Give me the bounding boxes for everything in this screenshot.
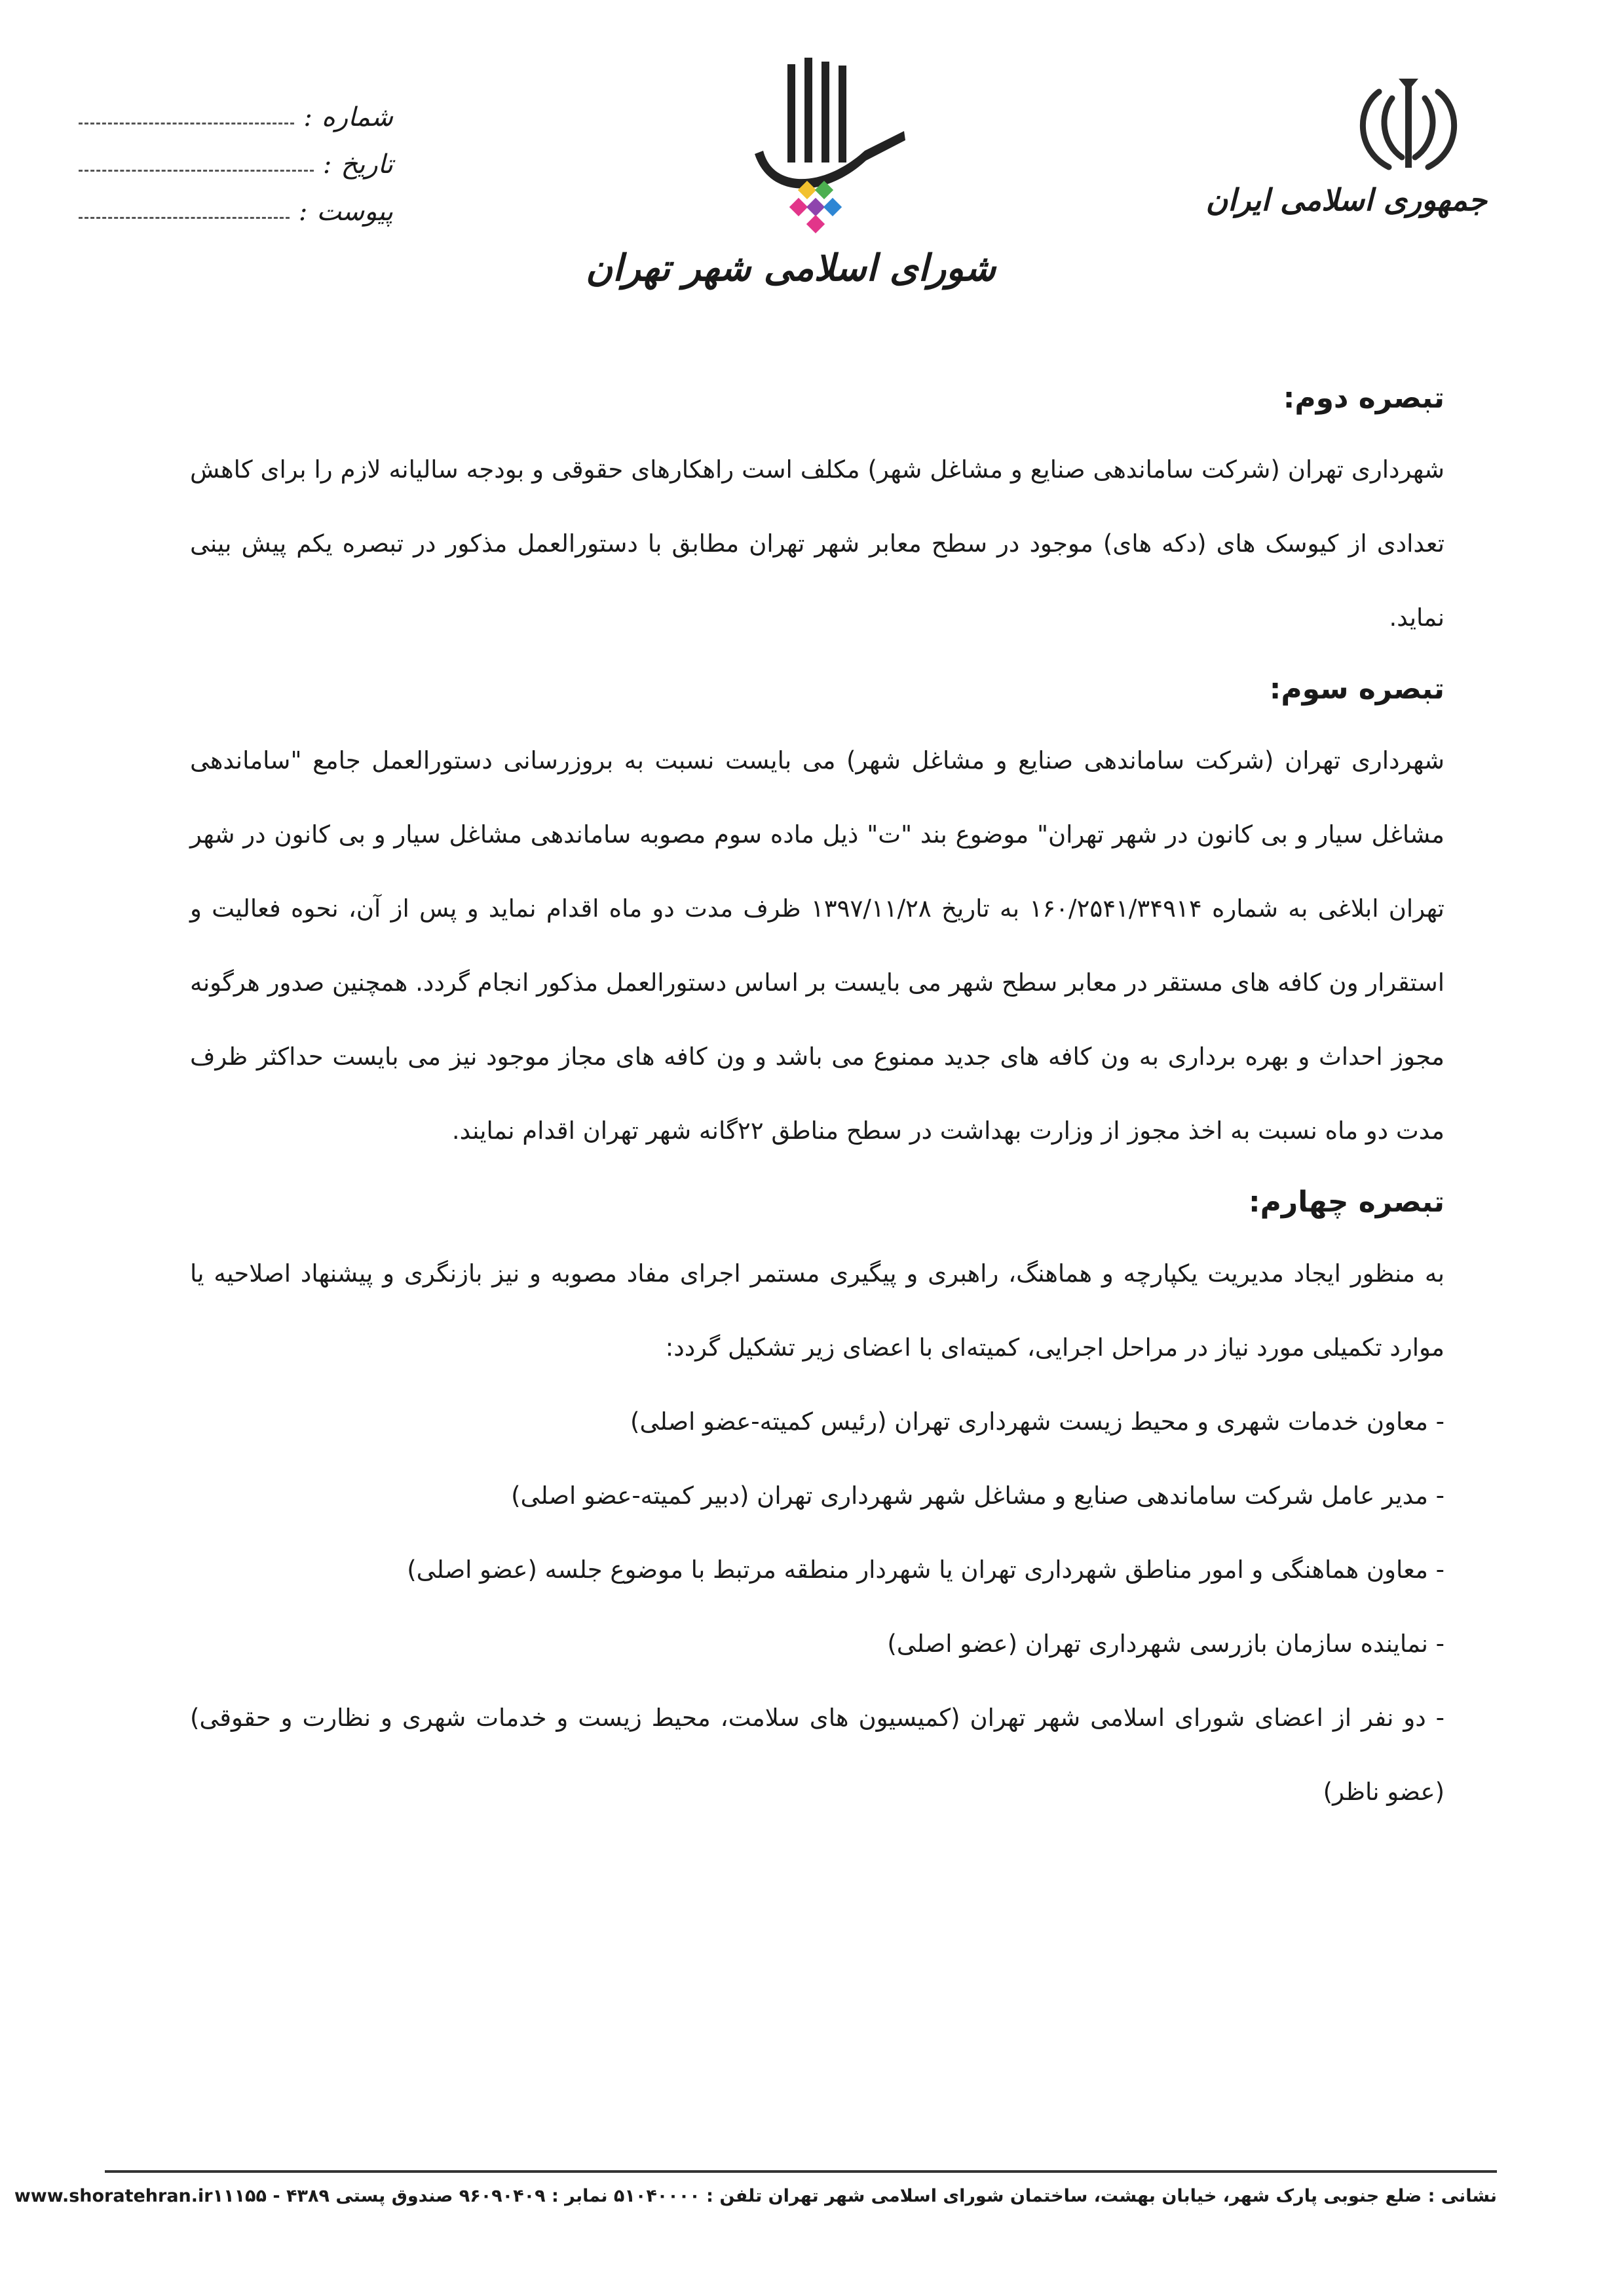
footer	[14, 2186, 1497, 2206]
field-attachment-blank	[79, 217, 290, 219]
list-item: - معاون خدمات شهری و محیط زیست شهرداری تهران (رئیس کمیته-عضو اصلی)	[630, 1407, 1445, 1436]
note-2-heading: تبصره دوم:	[1283, 381, 1445, 415]
field-number-blank	[79, 123, 294, 124]
council-logo	[586, 52, 996, 315]
list-item: - مدیر عامل شرکت ساماندهی صنایع و مشاغل شهر شهرداری تهران (دبیر کمیته-عضو اصلی)	[511, 1482, 1445, 1510]
document-body	[190, 364, 1445, 1829]
note-2-text: شهرداری تهران (شرکت ساماندهی صنایع و مشاغل شهر) مکلف است راهکارهای حقوقی و بودجه سالیانه لازم را برای کاهش تعدادی از کیوسک های (دکه های) موجود در سطح معابر شهر تهران مطابق با دستورالعمل مذکور در تبصره یکم پیش بینی نماید.	[190, 455, 1445, 632]
field-number-label: شماره	[321, 102, 393, 132]
council-caption: شورای اسلامی شهر تهران	[586, 246, 996, 290]
field-attachment-label: پیوست	[316, 197, 393, 227]
footer-address: نشانی : ضلع جنوبی پارک شهر، خیابان بهشت، ساختمان شورای اسلامی شهر تهران تلفن : ۵۱۰۴۰۰۰۰ نمابر : ۹۶۰۹۰۴۰۹ صندوق پستی ۴۳۸۹ - ۱۱۱۵۵	[212, 2186, 1497, 2206]
note-4-heading: تبصره چهارم:	[1249, 1185, 1445, 1219]
note-4-text: به منظور ایجاد مدیریت یکپارچه و هماهنگ، راهبری و پیگیری مستمر اجرای مفاد مصوبه و نیز بازنگری و پیشنهاد اصلاحیه یا موارد تکمیلی مورد نیاز در مراحل اجرایی، کمیته‌ای با اعضای زیر تشکیل گردد:	[190, 1259, 1445, 1362]
iran-emblem-icon	[1353, 79, 1464, 177]
note-3-text: شهرداری تهران (شرکت ساماندهی صنایع و مشاغل شهر) می بایست نسبت به بروزرسانی دستورالعمل جامع "ساماندهی مشاغل سیار و بی کانون در شهر تهران" موضوع بند "ت" ذیل ماده سوم مصوبه ساماندهی مشاغل سیار و بی کانون در شهر تهران ابلاغی به شماره ۱۶۰/۲۵۴۱/۳۴۹۱۴ به تاریخ ۱۳۹۷/۱۱/۲۸ ظرف مدت دو ماه اقدام نماید و پس از آن، نحوه فعالیت و استقرار ون کافه های مستقر در معابر سطح شهر می بایست بر اساس دستورالعمل مذکور انجام گردد. همچنین صدور هرگونه مجوز احداث و بهره برداری به ون کافه های جدید ممنوع می باشد و ون کافه های مجاز موجود نیز می بایست حداکثر ظرف مدت دو ماه نسبت به اخذ مجوز از وزارت بهداشت در سطح مناطق ۲۲گانه شهر تهران اقدام نمایند.	[190, 746, 1445, 1145]
national-emblem	[1205, 79, 1487, 249]
emblem-caption: جمهوری اسلامی ایران	[1205, 182, 1487, 218]
field-date-label: تاریخ	[341, 149, 393, 180]
list-item: - دو نفر از اعضای شورای اسلامی شهر تهران (کمیسیون های سلامت، محیط زیست و خدمات شهری و نظارت و حقوقی) (عضو ناظر)	[190, 1704, 1445, 1806]
committee-members-list	[190, 1385, 1445, 1829]
note-2	[190, 364, 1445, 655]
field-attachment: پیوست :	[79, 180, 393, 227]
list-item: - معاون هماهنگی و امور مناطق شهرداری تهران یا شهردار منطقه مرتبط با موضوع جلسه (عضو اصلی)	[407, 1556, 1445, 1584]
letter-meta-fields	[79, 85, 393, 227]
field-date: تاریخ :	[79, 132, 393, 180]
footer-divider	[105, 2170, 1497, 2173]
field-date-blank	[79, 170, 314, 172]
footer-website-link[interactable]: www.shoratehran.ir	[14, 2186, 213, 2206]
council-logo-icon	[714, 52, 911, 242]
field-number: شماره :	[79, 85, 393, 132]
note-4	[190, 1168, 1445, 1829]
list-item: - نماینده سازمان بازرسی شهرداری تهران (عضو اصلی)	[887, 1630, 1445, 1658]
note-3-heading: تبصره سوم:	[1269, 672, 1445, 706]
note-3	[190, 655, 1445, 1168]
